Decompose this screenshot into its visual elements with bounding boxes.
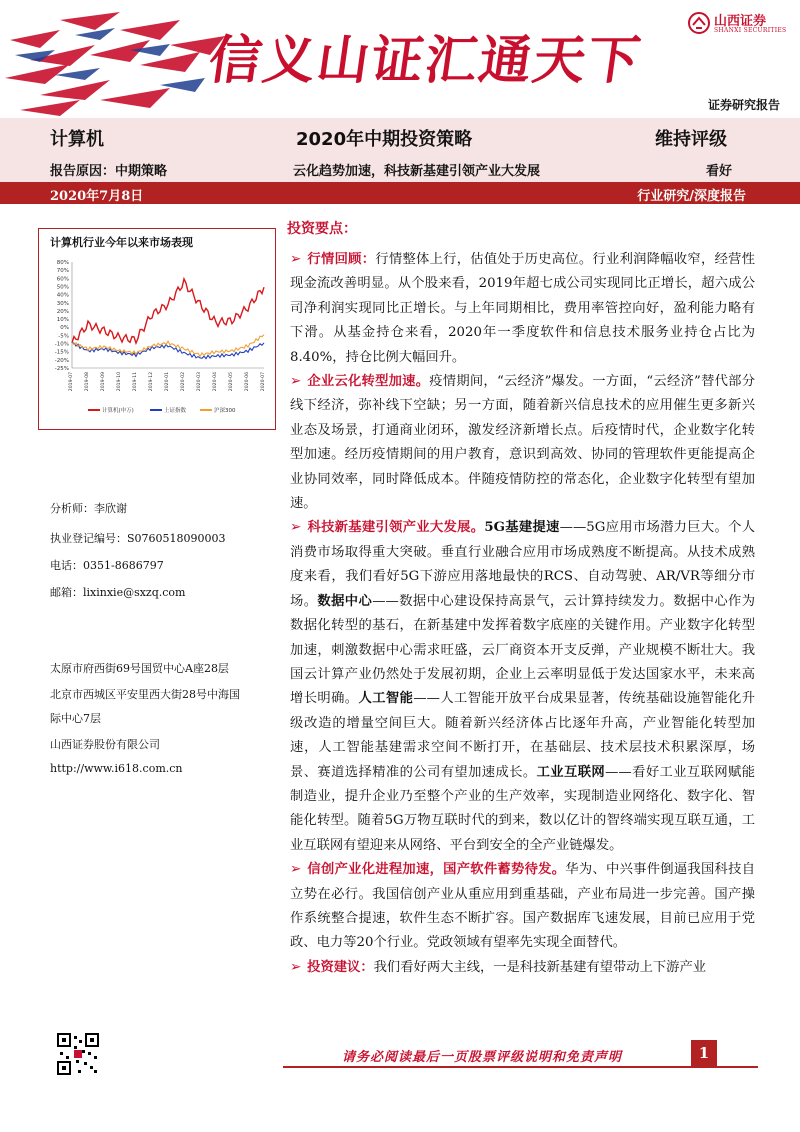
x-tick-label: 2019-08 bbox=[85, 372, 90, 392]
y-tick-label: 40% bbox=[56, 292, 69, 299]
bullet-arrow-icon: ➢ bbox=[290, 862, 302, 878]
y-tick-label: 10% bbox=[56, 317, 69, 324]
banner-slogan: 信义山证汇通天下 bbox=[205, 31, 646, 91]
report-date: 2020年7月8日 bbox=[50, 189, 144, 204]
company-address-2-cont: 际中心7层 bbox=[50, 712, 101, 725]
y-tick-label: -20% bbox=[54, 357, 69, 364]
banner-flag-graphic bbox=[0, 0, 240, 120]
key-points-title: 投资要点： bbox=[287, 221, 357, 237]
logo-emblem-icon bbox=[688, 12, 710, 34]
analyst-phone: 电话：0351-8686797 bbox=[50, 559, 164, 572]
key-points-body bbox=[290, 248, 755, 980]
legend-label: 计算机(申万) bbox=[102, 408, 134, 414]
report-title: 2020年中期投资策略 bbox=[296, 129, 473, 150]
y-tick-label: -5% bbox=[58, 333, 69, 340]
report-category: 行业研究/深度报告 bbox=[637, 189, 746, 204]
x-tick-label: 2019-09 bbox=[101, 372, 106, 392]
x-tick-label: 2020-07 bbox=[261, 372, 266, 392]
company-url[interactable]: http://www.i618.com.cn bbox=[50, 762, 183, 775]
analyst-name: 分析师：李欣谢 bbox=[50, 502, 127, 515]
analyst-reg-no: 执业登记编号：S0760518090003 bbox=[50, 532, 226, 545]
series-line-2 bbox=[72, 343, 264, 359]
y-tick-label: 70% bbox=[56, 268, 69, 275]
bullet-arrow-icon: ➢ bbox=[290, 520, 302, 536]
page-number: 1 bbox=[691, 1040, 717, 1066]
bullet-arrow-icon: ➢ bbox=[290, 959, 302, 975]
point-xinchuang: ➢ 信创产业化进程加速，国产软件蓄势待发。华为、中兴事件倒逼我国科技自立势在必行。我国信创产业从重应用到重基础，产业布局进一步完善。国产操作系统整合提速，软件生态不断扩容。国产数据库飞速发展，目前已应用于党政、电力等20个行业。党政领域有望率先实现全面替代。 bbox=[290, 862, 756, 951]
document-type: 证券研究报告 bbox=[707, 98, 780, 112]
logo-name: 山西证券 bbox=[714, 14, 767, 29]
rating: 维持评级 bbox=[655, 129, 727, 150]
y-tick-label: -25% bbox=[54, 366, 69, 372]
analyst-email[interactable]: 邮箱：lixinxie@sxzq.com bbox=[50, 586, 186, 599]
disclaimer: 请务必阅读最后一页股票评级说明和免责声明 bbox=[342, 1050, 623, 1065]
series-line-1 bbox=[72, 279, 264, 343]
point-market-review: ➢ 行情回顾：行情整体上行，估值处于历史高位。行业利润降幅收窄，经营性现金流改善明显。从个股来看，2019年超七成公司实现同比正增长，超六成公司净利润实现同比正增长。与上年同期相比，费用率管控向好，盈利能力略有下滑。从基金持仓来看，2020年一季度软件和信息技术服务业持仓占比为8.40%，持仓比例大幅回升。 bbox=[290, 252, 756, 365]
y-tick-label: 50% bbox=[56, 284, 69, 291]
y-tick-label: 60% bbox=[56, 276, 69, 283]
chart-title: 计算机行业今年以来市场表现 bbox=[50, 236, 193, 249]
y-tick-label: 0% bbox=[60, 325, 69, 332]
x-tick-label: 2019-11 bbox=[133, 372, 138, 392]
point-investment-advice: ➢ 投资建议：我们看好两大主线，一是科技新基建有望带动上下游产业 bbox=[290, 959, 707, 975]
bullet-arrow-icon: ➢ bbox=[290, 374, 302, 390]
x-tick-label: 2020-04 bbox=[213, 372, 218, 392]
outlook: 看好 bbox=[706, 164, 733, 179]
x-tick-label: 2020-01 bbox=[165, 372, 170, 392]
bullet-arrow-icon: ➢ bbox=[290, 252, 302, 267]
logo-subtitle: SHANXI SECURITIES bbox=[714, 27, 787, 34]
x-tick-label: 2020-06 bbox=[245, 372, 250, 392]
y-tick-label: 80% bbox=[56, 260, 69, 266]
x-tick-label: 2020-03 bbox=[197, 372, 202, 392]
qr-code-icon bbox=[56, 1032, 100, 1076]
company-name: 山西证券股份有限公司 bbox=[50, 738, 160, 751]
legend-label: 上证指数 bbox=[164, 408, 187, 414]
x-tick-label: 2019-07 bbox=[69, 372, 74, 392]
company-address-2: 北京市西城区平安里西大街28号中海国 bbox=[50, 688, 240, 701]
y-tick-label: -15% bbox=[54, 349, 69, 356]
x-tick-label: 2019-12 bbox=[149, 372, 154, 392]
performance-chart bbox=[40, 250, 270, 425]
x-tick-label: 2020-02 bbox=[181, 372, 186, 392]
legend-label: 沪深300 bbox=[214, 408, 236, 414]
company-logo bbox=[688, 8, 788, 42]
report-reason: 报告原因：中期策略 bbox=[50, 164, 168, 179]
sector-name: 计算机 bbox=[50, 129, 104, 150]
company-address-1: 太原市府西街69号国贸中心A座28层 bbox=[50, 662, 229, 675]
y-tick-label: 30% bbox=[56, 300, 69, 307]
point-new-infrastructure: ➢ 科技新基建引领产业大发展。5G基建提速——5G应用市场潜力巨大。个人消费市场取得重大突破。垂直行业融合应用市场成熟度不断提高。从技术成熟度来看，我们看好5G下游应用落地最快的RCS、自动驾驶、AR/VR等细分市场。数据中心——数据中心建设保持高景气，云计算持续发力。数据中心作为数据化转型的基石，在新基建中发挥着数字底座的关键作用。产业数字化转型加速，刺激数据中心需求旺盛，云厂商资本开支反弹，产业规模不断壮大。我国云计算产业仍然处于发展初期，企业上云率明显低于发达国家水平，未来高增长明确。人工智能——人工智能开放平台成果显著，传统基础设施智能化升级改造的增量空间巨大。随着新兴经济体占比逐年升高，产业智能化转型加速，人工智能基建需求空间不断打开，在基础层、技术层技术积累深厚，场景、赛道选择精准的公司有望加速成长。工业互联网——看好工业互联网赋能制造业，提升企业乃至整个产业的生产效率，实现制造业网络化、数字化、智能化转型。随着5G万物互联时代的到来，数以亿计的智终端实现互联互通，工业互联网有望迎来从网络、平台到安全的全产业链爆发。 bbox=[290, 520, 756, 853]
x-tick-label: 2020-05 bbox=[229, 372, 234, 392]
point-cloud-transformation: ➢ 企业云化转型加速。疫情期间，“云经济”爆发。一方面，“云经济”替代部分线下经济，弥补线下空缺；另一方面，随着新兴信息技术的应用催生更多新兴业态及场景，打通商业闭环，激发经济新增长点。后疫情时代，企业数字化转型加速。经历疫情期间的用户教育，意识到高效、协同的管理软件更能提高企业协同效率，同时降低成本。伴随疫情防控的常态化，企业数字化转型有望加速。 bbox=[290, 374, 755, 512]
y-tick-label: -10% bbox=[54, 341, 69, 348]
x-tick-label: 2019-10 bbox=[117, 372, 122, 392]
report-subtitle: 云化趋势加速，科技新基建引领产业大发展 bbox=[293, 164, 541, 179]
y-tick-label: 20% bbox=[56, 308, 69, 315]
footer-line bbox=[283, 1066, 758, 1068]
